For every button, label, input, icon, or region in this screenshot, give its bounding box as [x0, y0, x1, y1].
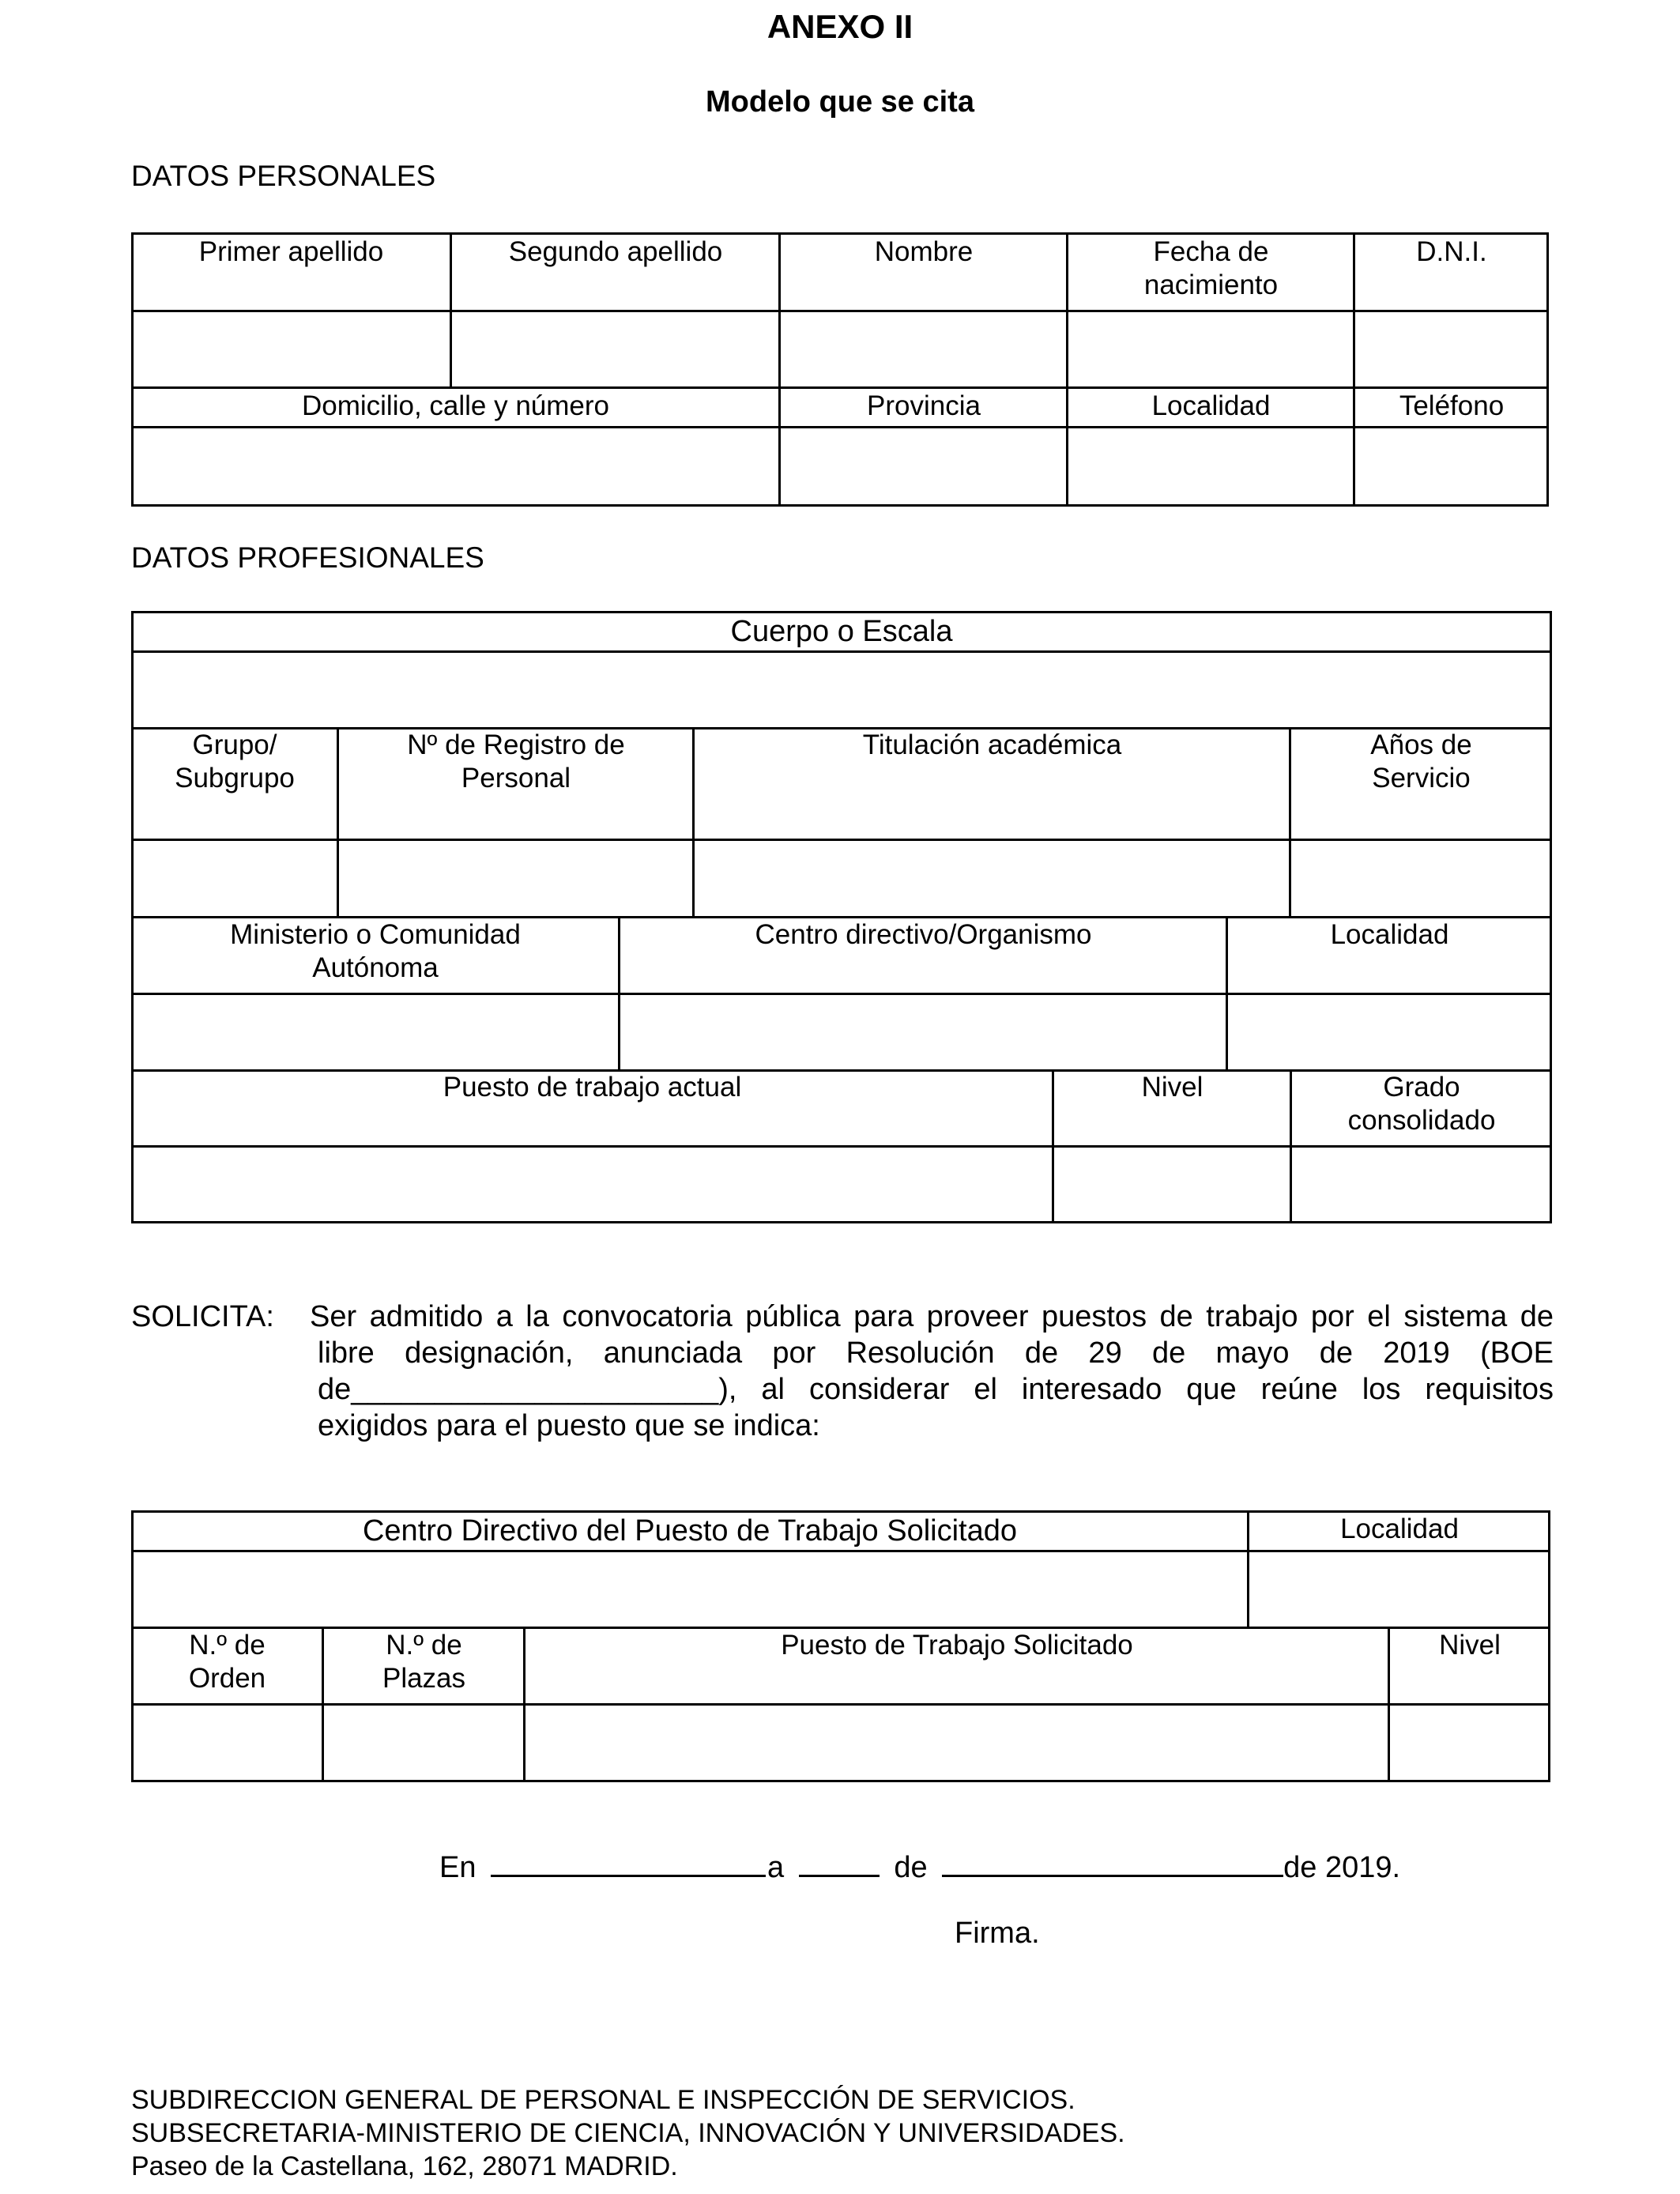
year-label: de 2019. [1283, 1851, 1401, 1884]
centro-directivo-header: Centro directivo/Organismo [755, 919, 1092, 950]
solicita-line-1: Ser admitido a la convocatoria pública para proveer puestos de trabajo por el sistema de [310, 1300, 1554, 1333]
anos-line: Años de [1370, 729, 1472, 760]
provincia-header: Provincia [867, 390, 981, 421]
nivel-solicitado-header: Nivel [1439, 1630, 1501, 1661]
mes-blank [942, 1848, 1283, 1877]
puesto-solicitado-header: Puesto de Trabajo Solicitado [781, 1630, 1133, 1661]
primer-apellido-header: Primer apellido [198, 236, 384, 267]
table-rule [131, 1703, 1550, 1706]
grupo-line: Subgrupo [175, 763, 295, 794]
orden-line: Orden [188, 1663, 266, 1694]
ministerio-line: Ministerio o Comunidad [230, 919, 521, 950]
registro-header [338, 729, 694, 795]
de-label: de [894, 1851, 928, 1884]
localidad-header: Localidad [1151, 390, 1271, 421]
registro-line: Nº de Registro de [407, 729, 625, 760]
page-subtitle: Modelo que se cita [706, 85, 974, 119]
plazas-line: Plazas [382, 1663, 466, 1694]
ministerio-header [131, 918, 620, 985]
fecha-line: nacimiento [1143, 270, 1279, 300]
nombre-header: Nombre [874, 236, 974, 267]
fecha-firma-line [439, 1848, 1400, 1886]
table-rule [778, 232, 781, 507]
registro-line: Personal [461, 763, 571, 794]
fecha-line: Fecha de [1153, 236, 1269, 267]
fecha-nacimiento-header [1068, 236, 1354, 302]
datos-profesionales-heading: DATOS PROFESIONALES [131, 541, 484, 574]
table-rule [131, 839, 1552, 841]
dni-header: D.N.I. [1416, 236, 1487, 267]
solicita-de: de [318, 1373, 352, 1406]
localidad-solicitada-header: Localidad [1340, 1514, 1459, 1544]
dia-blank [799, 1848, 880, 1877]
table-rule [131, 1145, 1552, 1148]
grado-line: consolidado [1347, 1105, 1496, 1136]
nivel-header: Nivel [1141, 1072, 1203, 1103]
numero-orden-header [131, 1629, 323, 1695]
grupo-line: Grupo/ [192, 729, 277, 760]
orden-line: N.º de [189, 1630, 266, 1661]
table-rule [131, 993, 1552, 995]
solicita-line-3-rest: ), al considerar el interesado que reúne los requisitos [718, 1373, 1554, 1406]
footer-line-1: SUBDIRECCION GENERAL DE PERSONAL E INSPECCIÓN DE SERVICIOS. [131, 2085, 1075, 2115]
cuerpo-escala-header: Cuerpo o Escala [730, 615, 953, 648]
a-label: a [767, 1851, 785, 1884]
centro-directivo-solicitado-header: Centro Directivo del Puesto de Trabajo Solicitado [362, 1514, 1017, 1547]
grado-line: Grado [1383, 1072, 1460, 1103]
plazas-line: N.º de [386, 1630, 462, 1661]
puesto-actual-header: Puesto de trabajo actual [443, 1072, 742, 1103]
titulacion-header: Titulación académica [862, 729, 1122, 760]
firma-label: Firma. [955, 1917, 1040, 1950]
telefono-header: Teléfono [1399, 390, 1505, 421]
lugar-blank [491, 1848, 766, 1877]
solicita-line-3 [318, 1371, 1554, 1408]
table-rule [131, 650, 1552, 653]
solicita-label: SOLICITA: [131, 1300, 274, 1333]
boe-blank: ______________________ [351, 1373, 719, 1406]
datos-personales-heading: DATOS PERSONALES [131, 160, 436, 192]
numero-plazas-header [323, 1629, 525, 1695]
table-rule [131, 426, 1549, 428]
table-rule [131, 386, 1549, 389]
localidad-prof-header: Localidad [1330, 919, 1449, 950]
grupo-header [131, 729, 338, 795]
en-label: En [439, 1851, 477, 1884]
table-rule [131, 310, 1549, 312]
anos-line: Servicio [1372, 763, 1471, 794]
ministerio-line: Autónoma [312, 952, 439, 983]
grado-header [1291, 1071, 1552, 1137]
domicilio-header: Domicilio, calle y número [301, 390, 610, 421]
page-title: ANEXO II [767, 8, 913, 45]
segundo-apellido-header: Segundo apellido [508, 236, 723, 267]
solicita-line-2: libre designación, anunciada por Resolución de 29 de mayo de 2019 (BOE [318, 1336, 1554, 1370]
anos-servicio-header [1290, 729, 1552, 795]
footer-line-3: Paseo de la Castellana, 162, 28071 MADRID. [131, 2151, 678, 2181]
solicita-line-4: exigidos para el puesto que se indica: [318, 1409, 820, 1442]
table-rule [131, 1550, 1550, 1552]
footer-line-2: SUBSECRETARIA-MINISTERIO DE CIENCIA, INNOVACIÓN Y UNIVERSIDADES. [131, 2118, 1125, 2148]
